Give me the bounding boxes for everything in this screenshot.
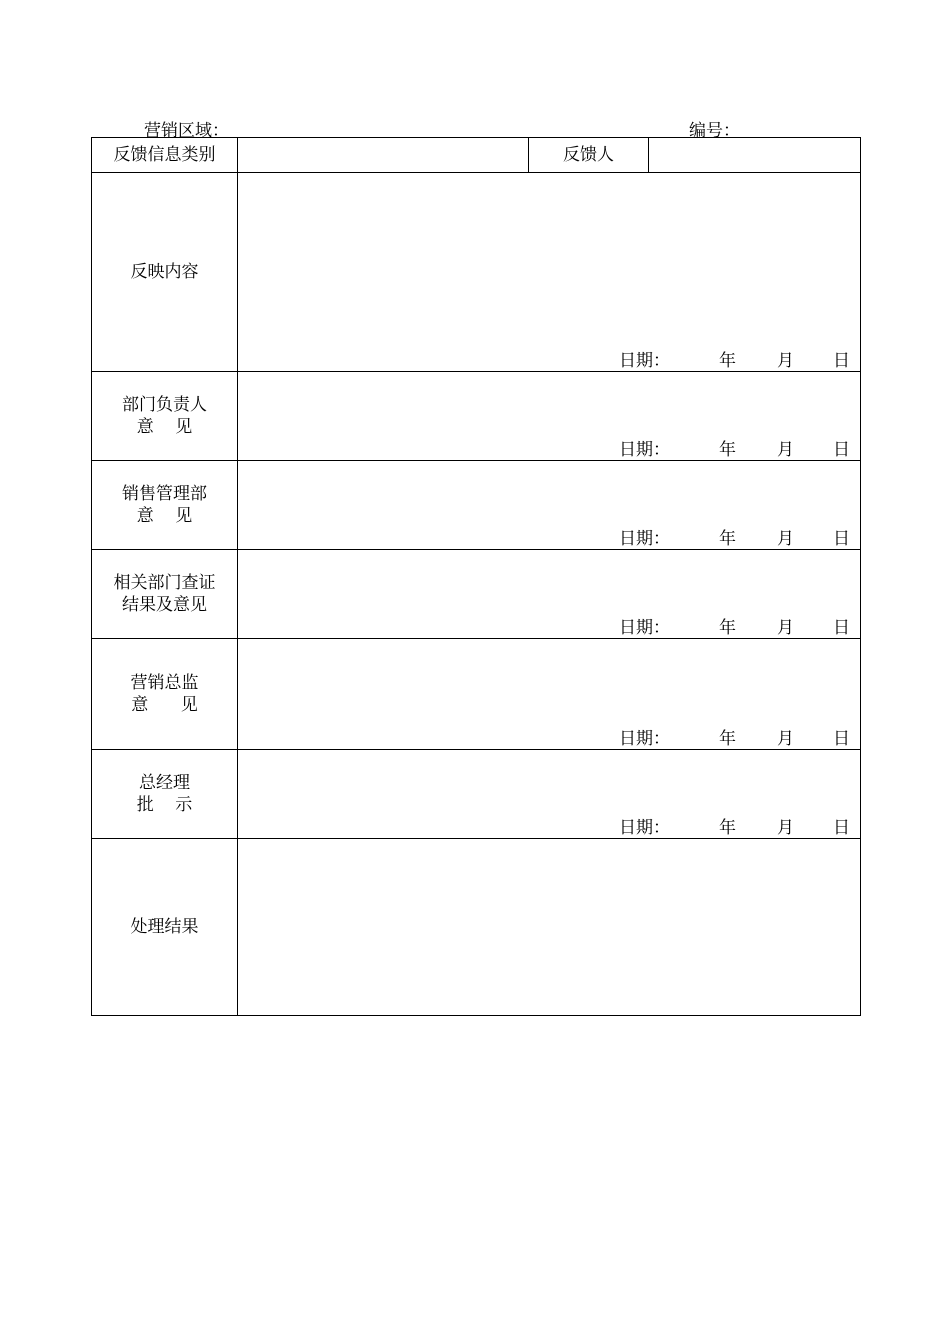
region-label: 营销区域： (144, 121, 229, 141)
general-manager-label-line1: 总经理 (139, 773, 190, 793)
sales-mgmt-field[interactable] (238, 461, 861, 550)
marketing-director-label-line1: 营销总监 (130, 673, 199, 693)
day-label: 日 (833, 351, 850, 371)
row-sales-mgmt (92, 461, 861, 550)
year-label: 年 (719, 618, 736, 638)
month-label: 月 (777, 818, 794, 838)
sales-mgmt-label-line1: 销售管理部 (122, 484, 207, 504)
related-dept-label-line1: 相关部门查证 (113, 573, 216, 593)
marketing-director-label-cell (92, 639, 238, 750)
feedback-person-field[interactable] (649, 138, 861, 173)
feedback-person-label: 反馈人 (563, 145, 614, 165)
date-label: 日期： (619, 818, 670, 838)
date-label: 日期： (619, 529, 670, 549)
day-label: 日 (833, 440, 850, 460)
date-label: 日期： (619, 618, 670, 638)
month-label: 月 (777, 529, 794, 549)
row-dept-head (92, 372, 861, 461)
dept-head-field[interactable] (238, 372, 861, 461)
marketing-director-label-line2: 意 见 (131, 695, 198, 715)
related-dept-label-cell (92, 550, 238, 639)
form-header (91, 116, 859, 141)
result-field[interactable] (238, 839, 861, 1016)
row-general-manager (92, 750, 861, 839)
dept-head-label-line2: 意 见 (136, 417, 193, 437)
date-label: 日期： (619, 729, 670, 749)
day-label: 日 (833, 618, 850, 638)
feedback-person-label-cell (529, 138, 649, 173)
related-dept-field[interactable] (238, 550, 861, 639)
month-label: 月 (777, 618, 794, 638)
content-label: 反映内容 (130, 262, 199, 282)
row-marketing-director (92, 639, 861, 750)
year-label: 年 (719, 729, 736, 749)
date-label: 日期： (619, 351, 670, 371)
result-label-cell (92, 839, 238, 1016)
content-label-cell (92, 173, 238, 372)
sales-mgmt-label-cell (92, 461, 238, 550)
general-manager-field[interactable] (238, 750, 861, 839)
dept-head-label-line1: 部门负责人 (122, 395, 207, 415)
date-label: 日期： (619, 440, 670, 460)
marketing-director-field[interactable] (238, 639, 861, 750)
category-field[interactable] (238, 138, 529, 173)
row-related-dept (92, 550, 861, 639)
result-label: 处理结果 (130, 917, 199, 937)
year-label: 年 (719, 440, 736, 460)
day-label: 日 (833, 818, 850, 838)
sales-mgmt-label-line2: 意 见 (136, 506, 193, 526)
related-dept-label-line2: 结果及意见 (122, 595, 207, 615)
number-label: 编号： (689, 121, 740, 141)
month-label: 月 (777, 351, 794, 371)
category-label-cell (92, 138, 238, 173)
row-content (92, 173, 861, 372)
day-label: 日 (833, 729, 850, 749)
month-label: 月 (777, 440, 794, 460)
row-result (92, 839, 861, 1016)
year-label: 年 (719, 351, 736, 371)
year-label: 年 (719, 818, 736, 838)
general-manager-label-cell (92, 750, 238, 839)
year-label: 年 (719, 529, 736, 549)
dept-head-label-cell (92, 372, 238, 461)
month-label: 月 (777, 729, 794, 749)
category-label: 反馈信息类别 (113, 145, 216, 165)
row-category (92, 138, 861, 173)
day-label: 日 (833, 529, 850, 549)
general-manager-label-line2: 批 示 (136, 795, 193, 815)
content-field[interactable] (238, 173, 861, 372)
feedback-form-table (91, 137, 861, 1016)
